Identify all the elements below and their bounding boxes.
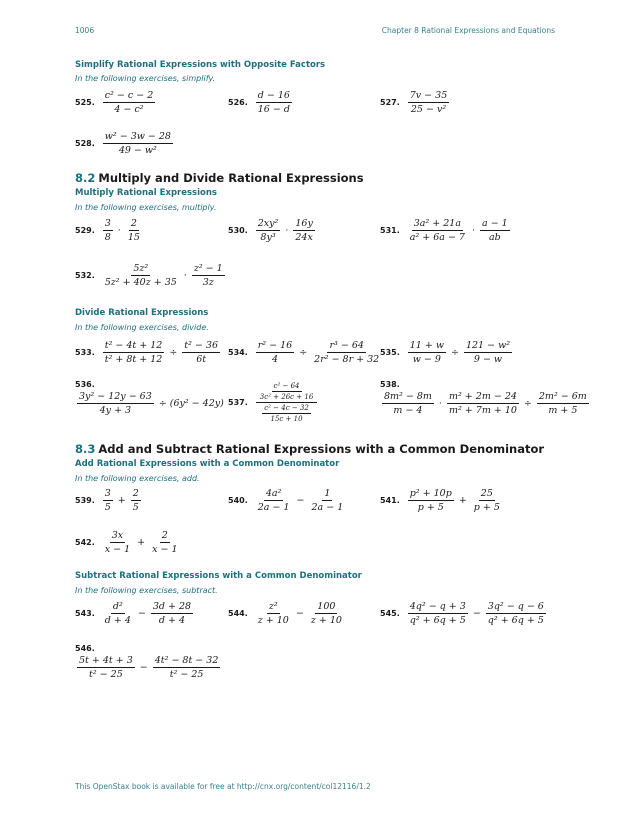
- fraction: $\frac{\text{t² − 36}}{6t}$: [184, 340, 219, 365]
- fraction: $\frac{\text{3a² + 21a}}{\text{a² + 6a − 7}}$: [409, 218, 465, 243]
- fraction: $\frac{1}{2a - 1}$: [311, 488, 344, 513]
- exercise-number: 539.: [75, 496, 95, 505]
- exercise-number: 538.: [380, 380, 400, 389]
- fraction: $\frac{\text{4q² − q + 3}}{\text{q² + 6q + 5}}$: [409, 601, 466, 626]
- exercise-539: 539. $\frac{3}{5}$ + $\frac{2}{5}$: [75, 488, 139, 513]
- exercise-546: 546. $\frac{5t + 4t + 3}{\text{t² − 25}}$ − $\frac{\text{4t² − 8t − 32}}{\text{t² − 25}}$: [75, 644, 219, 680]
- instruction-simplify: In the following exercises, simplify.: [75, 74, 216, 83]
- exercise-542: 542. $\frac{3x}{x - 1}$ + $\frac{2}{x - 1}$: [75, 530, 178, 555]
- fraction: $\frac{3}{8}$: [104, 218, 111, 243]
- fraction: $\frac{\text{z² − 1}}{3z}$: [193, 263, 223, 288]
- fraction: $\frac{100}{z + 10}$: [310, 601, 342, 626]
- fraction: $\frac{5t + 4t + 3}{\text{t² − 25}}$: [79, 655, 133, 680]
- fraction: $\frac{\text{r² − 16}}{4}$: [257, 340, 293, 365]
- exercise-number: 540.: [228, 496, 248, 505]
- exercise-527: [380, 90, 451, 115]
- subsection-title-multiply: Multiply Rational Expressions: [75, 188, 217, 198]
- instruction-add: In the following exercises, add.: [75, 474, 200, 483]
- exercise-537: [228, 382, 319, 423]
- exercise-540: 540. $\frac{\text{4a²}}{2a - 1}$ − $\frac{1}{2a - 1}$: [228, 488, 344, 513]
- footer-note: This OpenStax book is available for free at http://cnx.org/content/col12116/1.2: [75, 782, 371, 791]
- instruction-divide: In the following exercises, divide.: [75, 323, 209, 332]
- subsection-title-opposite-factors: Simplify Rational Expressions with Opposite Factors: [75, 60, 326, 70]
- fraction: $\frac{\text{3y² − 12y − 63}}{4y + 3}$: [79, 391, 152, 416]
- fraction: $\frac{2}{x - 1}$: [152, 530, 178, 555]
- instruction-multiply: In the following exercises, multiply.: [75, 203, 217, 212]
- fraction: $\frac{\text{3q² − q − 6}}{\text{q² + 6q + 5}}$: [487, 601, 544, 626]
- exercise-number: 526.: [228, 98, 248, 107]
- fraction: $\frac{\text{8m² − 8m}}{m - 4}$: [384, 391, 432, 416]
- instruction-subtract: In the following exercises, subtract.: [75, 586, 218, 595]
- subsection-title-subtract: Subtract Rational Expressions with a Common Denominator: [75, 571, 362, 581]
- exercise-543: 543. $\frac{\text{d²}}{d + 4}$ − $\frac{3d + 28}{d + 4}$: [75, 601, 192, 626]
- fraction: $\frac{\text{r³ − 64}}{\text{2r² − 8r + 32}}$: [314, 340, 380, 365]
- fraction: $\frac{\text{d²}}{d + 4}$: [104, 601, 131, 626]
- exercise-number: 527.: [380, 98, 400, 107]
- exercise-number: 545.: [380, 609, 400, 618]
- exercise-525: [75, 90, 157, 115]
- subsection-title-divide: Divide Rational Expressions: [75, 308, 209, 318]
- fraction: $\frac{3x}{x - 1}$: [104, 530, 131, 555]
- fraction: $\frac{11 + w}{w - 9}$: [409, 340, 444, 365]
- exercise-536: 536. $\frac{\text{3y² − 12y − 63}}{4y + 3}$ ÷ (6y² − 42y): [75, 380, 224, 416]
- chapter-title: Chapter 8 Rational Expressions and Equations: [381, 26, 555, 35]
- exercise-number: 544.: [228, 609, 248, 618]
- fraction: $\frac{\text{4a²}}{2a - 1}$: [257, 488, 290, 513]
- fraction: $\frac{\text{121 − w²}}{9 - w}$: [465, 340, 511, 365]
- exercise-532: 532. $\frac{\text{5z²}}{\text{5z² + 40z + 35}}$ · $\frac{\text{z² − 1}}{3z}$: [75, 263, 223, 288]
- section-heading-8-3: 8.3 Add and Subtract Rational Expressions with a Common Denominator: [75, 442, 545, 456]
- exercise-530: 530. $\frac{\text{2xy²}}{\text{8y³}}$ · $\frac{16y}{24x}$: [228, 218, 313, 243]
- fraction: $\frac{2}{15}$: [127, 218, 140, 243]
- exercise-number: 533.: [75, 348, 95, 357]
- exercise-number: 537.: [228, 398, 248, 407]
- fraction: $\frac{3d + 28}{d + 4}$: [152, 601, 192, 626]
- exercise-number: 546.: [75, 644, 95, 653]
- fraction: $\frac{\text{4t² − 8t − 32}}{\text{t² − 25}}$: [154, 655, 219, 680]
- fraction: $\frac{\text{p² + 10p}}{p + 5}$: [409, 488, 452, 513]
- section-heading-8-2: 8.2 Multiply and Divide Rational Expressions: [75, 171, 364, 185]
- exercise-545: 545. $\frac{\text{4q² − q + 3}}{\text{q² + 6q + 5}}$ − $\frac{\text{3q² − q − 6}}{\text{q² + 6q + 5}}$: [380, 601, 544, 626]
- exercise-number: 531.: [380, 226, 400, 235]
- exercise-531: 531. $\frac{\text{3a² + 21a}}{\text{a² + 6a − 7}}$ · $\frac{a - 1}{ab}$: [380, 218, 508, 243]
- fraction: $\frac{\text{2m² − 6m}}{m + 5}$: [538, 391, 587, 416]
- exercise-535: 535. $\frac{11 + w}{w - 9}$ ÷ $\frac{\text{121 − w²}}{9 - w}$: [380, 340, 511, 365]
- fraction: $\frac{a - 1}{ab}$: [482, 218, 508, 243]
- exercise-number: 536.: [75, 380, 95, 389]
- exercise-number: 532.: [75, 271, 95, 280]
- fraction: $\frac{\text{t² − 4t + 12}}{\text{t² + 8t + 12}}$: [104, 340, 163, 365]
- exercise-526: [228, 90, 294, 115]
- exercise-528: [75, 131, 175, 156]
- complex-fraction: $\frac{\frac{\text{c² − 64}}{\text{3c² + 26c + 16}}}{\frac{\text{c² − 4c − 32}}{15c + 10}}$: [256, 382, 318, 423]
- exercise-541: 541. $\frac{\text{p² + 10p}}{p + 5}$ + $\frac{25}{p + 5}$: [380, 488, 500, 513]
- exercise-number: 534.: [228, 348, 248, 357]
- fraction: $\frac{\text{z²}}{z + 10}$: [257, 601, 289, 626]
- fraction: $\frac{2}{5}$: [132, 488, 139, 513]
- exercise-number: 525.: [75, 98, 95, 107]
- exercise-533: 533. $\frac{\text{t² − 4t + 12}}{\text{t² + 8t + 12}}$ ÷ $\frac{\text{t² − 36}}{6t}$: [75, 340, 219, 365]
- fraction: $\frac{d - 16}{16 - d}$: [257, 90, 290, 115]
- fraction: $\frac{\text{2xy²}}{\text{8y³}}$: [257, 218, 279, 243]
- fraction: $\frac{\text{c² − c − 2}}{\text{4 − c²}}$: [104, 90, 154, 115]
- exercise-number: 543.: [75, 609, 95, 618]
- exercise-538: 538. $\frac{\text{8m² − 8m}}{m - 4}$ · $\frac{\text{m² + 2m − 24}}{\text{m² + 7m + 10}}$ ÷ $\frac{\text{2m² − 6m}}{m + 5}$: [380, 380, 587, 416]
- fraction: $\frac{3}{5}$: [104, 488, 111, 513]
- exercise-number: 542.: [75, 538, 95, 547]
- page-number: 1006: [75, 26, 95, 35]
- fraction: $\frac{7v - 35}{\text{25 − v²}}$: [409, 90, 448, 115]
- exercise-534: 534. $\frac{\text{r² − 16}}{4}$ ÷ $\frac{\text{r³ − 64}}{\text{2r² − 8r + 32}}$: [228, 340, 380, 365]
- fraction: $\frac{16y}{24x}$: [295, 218, 313, 243]
- exercise-number: 541.: [380, 496, 400, 505]
- exercise-number: 530.: [228, 226, 248, 235]
- subsection-title-add: Add Rational Expressions with a Common Denominator: [75, 459, 340, 469]
- exercise-number: 529.: [75, 226, 95, 235]
- exercise-number: 535.: [380, 348, 400, 357]
- fraction: $\frac{\text{5z²}}{\text{5z² + 40z + 35}}$: [104, 263, 177, 288]
- fraction: $\frac{25}{p + 5}$: [473, 488, 500, 513]
- fraction: $\frac{\text{m² + 2m − 24}}{\text{m² + 7m + 10}}$: [448, 391, 517, 416]
- exercise-number: 528.: [75, 139, 95, 148]
- fraction: $\frac{\text{w² − 3w − 28}}{\text{49 − w²}}$: [104, 131, 171, 156]
- exercise-529: 529. $\frac{3}{8}$ · $\frac{2}{15}$: [75, 218, 140, 243]
- exercise-544: 544. $\frac{\text{z²}}{z + 10}$ − $\frac{100}{z + 10}$: [228, 601, 342, 626]
